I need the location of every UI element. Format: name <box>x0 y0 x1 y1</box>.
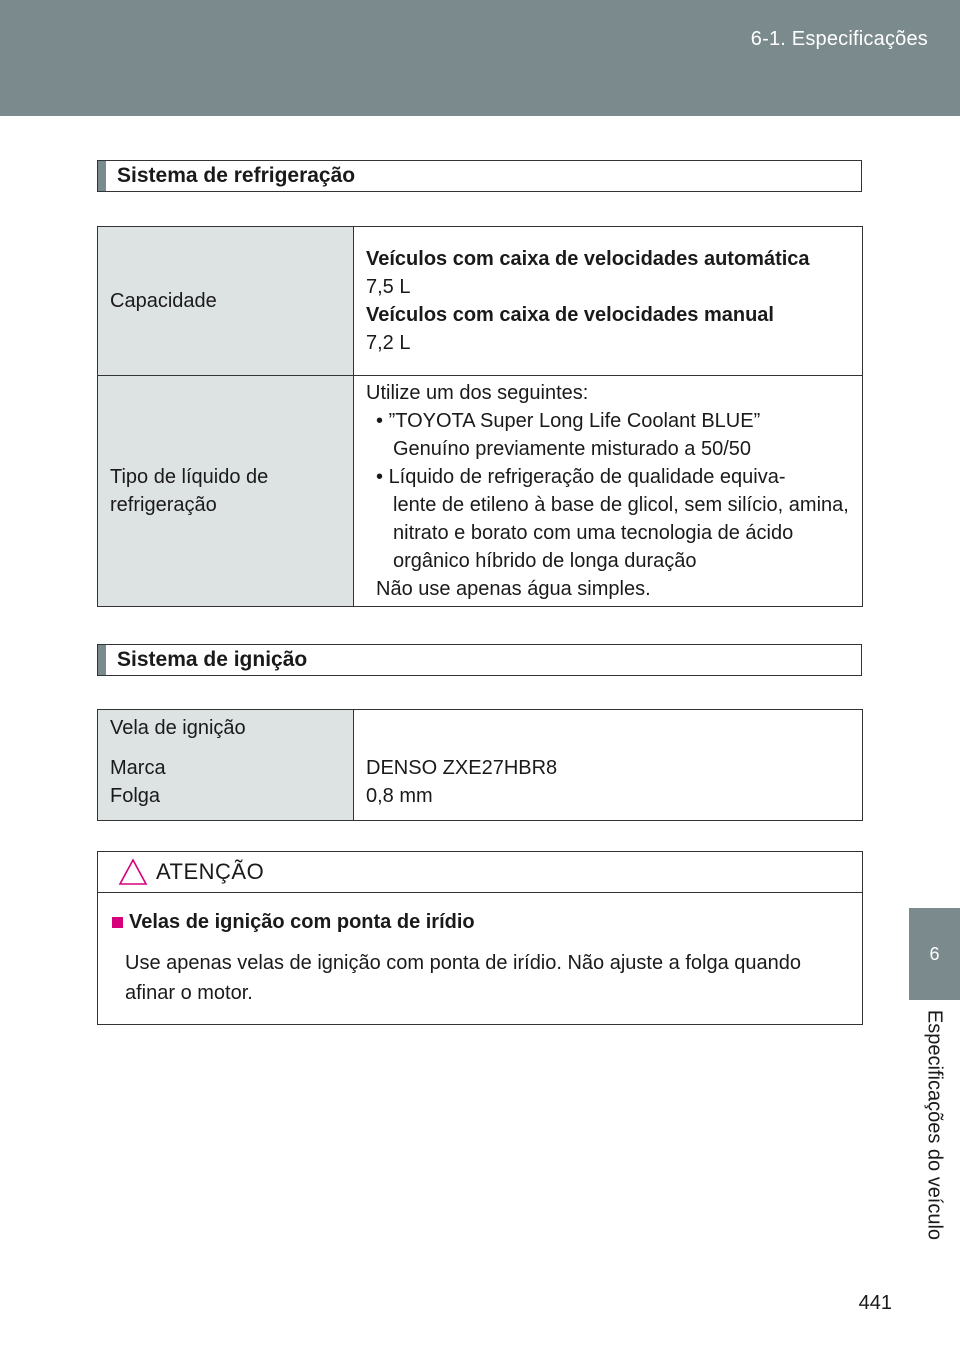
chapter-label: Especificações do veículo <box>923 1009 946 1241</box>
ignition-heading-title: Sistema de ignição <box>117 648 308 671</box>
warning-title: ATENÇÃO <box>156 859 265 884</box>
page-number: 441 <box>858 1292 892 1314</box>
list-item: • Líquido de refrigeração de qualidade equiva- lente de etileno à base de glicol, sem silício, amina, nitrato e borato com uma tecnologia de ácido orgânico híbrido de longa duração <box>366 463 850 575</box>
coolant-note: Não use apenas água simples. <box>376 578 651 600</box>
warning-subtitle-row <box>112 911 862 934</box>
chapter-tab <box>909 908 960 1000</box>
warning-box <box>97 851 863 1025</box>
table-row <box>98 227 863 376</box>
chapter-number: 6 <box>929 943 940 964</box>
cooling-heading <box>97 160 862 192</box>
warning-subtitle: Velas de ignição com ponta de irídio <box>129 911 475 933</box>
ignition-heading <box>97 644 862 676</box>
heading-bar <box>98 645 106 675</box>
gap-value: 0,8 mm <box>366 785 433 807</box>
coolant-type-label: Tipo de líquido de refrigeração <box>98 376 354 607</box>
coolant-item-first: Líquido de refrigeração de qualidade equiva- <box>388 466 786 488</box>
coolant-type-value <box>354 376 863 607</box>
manual-value: 7,2 L <box>366 332 411 354</box>
table-row <box>98 710 863 821</box>
cooling-table <box>97 226 863 607</box>
coolant-item-first: ”TOYOTA Super Long Life Coolant BLUE” <box>388 410 761 432</box>
warning-header <box>98 852 862 893</box>
running-header: 6-1. Especificações <box>750 28 928 50</box>
brand-label: Marca <box>110 757 166 779</box>
header-band <box>0 0 960 116</box>
auto-label: Veículos com caixa de velocidades automática <box>366 248 810 270</box>
brand-value: DENSO ZXE27HBR8 <box>366 757 558 779</box>
cooling-heading-title: Sistema de refrigeração <box>117 164 356 187</box>
ignition-table <box>97 709 863 821</box>
plug-label: Vela de ignição <box>110 717 246 739</box>
coolant-intro: Utilize um dos seguintes: <box>366 382 589 404</box>
capacity-value <box>354 227 863 376</box>
list-item: • ”TOYOTA Super Long Life Coolant BLUE” Genuíno previamente misturado a 50/50 <box>366 407 850 463</box>
warning-text: Use apenas velas de ignição com ponta de irídio. Não ajuste a folga quando afinar o motor. <box>125 952 802 1004</box>
manual-label: Veículos com caixa de velocidades manual <box>366 304 774 326</box>
gap-label: Folga <box>110 785 161 807</box>
table-row <box>98 376 863 607</box>
spark-plug-value <box>354 710 863 821</box>
coolant-item-rest: Genuíno previamente misturado a 50/50 <box>393 438 751 460</box>
heading-bar <box>98 161 106 191</box>
warning-triangle-icon <box>118 858 148 886</box>
auto-value: 7,5 L <box>366 276 411 298</box>
square-bullet-icon <box>112 917 123 928</box>
capacity-label: Capacidade <box>98 227 354 376</box>
coolant-item-rest: lente de etileno à base de glicol, sem silício, amina, nitrato e borato com uma tecnologia de ácido orgânico híbrido de longa duração <box>393 494 849 572</box>
spark-plug-label <box>98 710 354 821</box>
